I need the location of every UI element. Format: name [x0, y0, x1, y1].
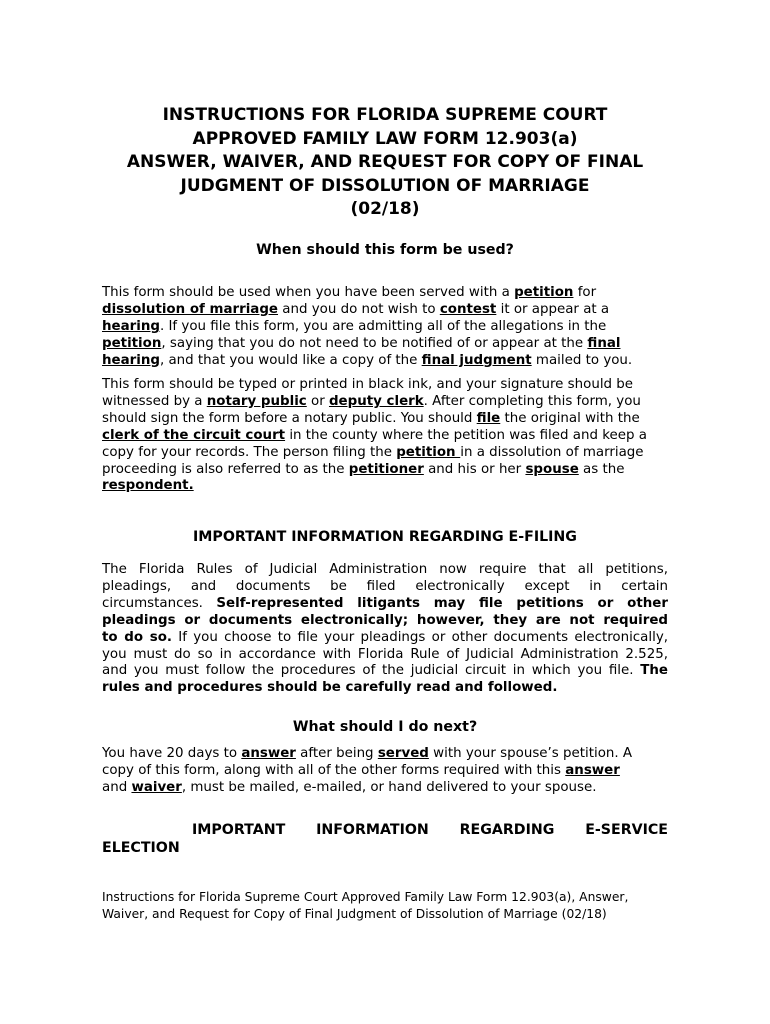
text-line: You have 20 days to answer after being served with your spouse’s petition. A: [102, 746, 633, 761]
text-line: and waiver, must be mailed, e-mailed, or hand delivered to your spouse.: [102, 779, 597, 795]
text-line: clerk of the circuit court in the county where the petition was filed and keep a: [102, 427, 647, 443]
text-line: rules and procedures should be carefully read and followed.: [102, 680, 558, 696]
text-line: [102, 478, 668, 495]
paragraph-when-used: [102, 285, 668, 370]
term-petition: petition: [514, 285, 574, 300]
term-deputy-clerk: deputy clerk: [328, 393, 424, 409]
text-line: dissolution of marriage and you do not wish to contest it or appear at a: [102, 301, 610, 317]
term-petitioner: petitioner: [348, 461, 424, 477]
term-petition: petition: [396, 444, 461, 460]
text-line: and you must follow the procedures of the judicial circuit in which you file. The: [102, 663, 668, 679]
term-petition: petition: [102, 335, 162, 351]
text-line: The Florida Rules of Judicial Administration now require that all petitions,: [102, 562, 668, 577]
heading-word: REGARDING: [459, 822, 555, 838]
title-line: JUDGMENT OF DISSOLUTION OF MARRIAGE: [180, 175, 590, 196]
term-final-judgment: final judgment: [421, 352, 532, 368]
term-clerk-of-circuit-court: clerk of the circuit court: [102, 427, 286, 443]
term-dissolution-of-marriage: dissolution of marriage: [102, 301, 279, 317]
heading-word: INFORMATION: [316, 822, 429, 838]
section-heading-e-service: [102, 821, 668, 857]
text-line: copy of this form, along with all of the other forms required with this answer: [102, 762, 620, 778]
text-line: This form should be used when you have been served with a petition for: [102, 285, 597, 300]
title-line: INSTRUCTIONS FOR FLORIDA SUPREME COURT: [162, 105, 608, 125]
term-file: file: [476, 410, 501, 426]
text-line: proceeding is also referred to as the petitioner and his or her spouse as the: [102, 461, 625, 477]
text-line: hearing, and that you would like a copy of the final judgment mailed to you.: [102, 352, 633, 368]
text-line: witnessed by a notary public or deputy clerk. After completing this form, you: [102, 393, 641, 409]
term-contest: contest: [439, 301, 497, 317]
term-waiver: waiver: [131, 779, 182, 795]
term-answer: answer: [565, 762, 620, 778]
paragraph-e-filing: [102, 562, 668, 697]
section-heading-when-used: When should this form be used?: [256, 242, 514, 258]
text-line: hearing. If you file this form, you are admitting all of the allegations in the: [102, 318, 607, 334]
footer-line: Instructions for Florida Supreme Court Approved Family Law Form 12.903(a), Answer,: [102, 890, 629, 904]
footer-line: Waiver, and Request for Copy of Final Judgment of Dissolution of Marriage (02/18): [102, 906, 607, 921]
heading-word: E-SERVICE: [585, 822, 668, 838]
text-line: petition, saying that you do not need to be notified of or appear at the final: [102, 335, 621, 351]
heading-word: ELECTION: [102, 840, 180, 856]
text-line: This form should be typed or printed in black ink, and your signature should be: [102, 377, 634, 392]
title-line: ANSWER, WAIVER, AND REQUEST FOR COPY OF FINAL: [126, 152, 644, 172]
text-line: to do so. If you choose to file your pleadings or other documents electronically,: [102, 629, 668, 645]
term-answer: answer: [241, 746, 296, 761]
title-line: APPROVED FAMILY LAW FORM 12.903(a): [192, 128, 578, 149]
paragraph-signing-and-filing: [102, 377, 668, 495]
text-line: circumstances. Self-represented litigants may file petitions or other: [102, 595, 668, 611]
text-line: you must do so in accordance with Florida Rule of Judicial Administration 2.525,: [102, 646, 668, 662]
term-hearing: hearing: [102, 318, 160, 334]
page-footer: [102, 889, 682, 922]
text-line: pleadings, and documents be filed electronically except in certain: [102, 578, 668, 594]
section-heading-what-next: What should I do next?: [292, 719, 478, 735]
text-line: copy for your records. The person filing the petition in a dissolution of marriage: [102, 444, 644, 460]
term-spouse: spouse: [525, 461, 579, 477]
term-respondent: respondent.: [102, 478, 194, 494]
text-line: should sign the form before a notary public. You should file the original with the: [102, 410, 640, 426]
text-line: pleadings or documents electronically; however, they are not required: [102, 612, 668, 628]
title-revision-date: (02/18): [350, 199, 420, 219]
heading-word: IMPORTANT: [192, 822, 286, 838]
term-final-hearing: final: [587, 335, 621, 351]
paragraph-what-next: [102, 746, 668, 797]
term-final-hearing: hearing: [102, 352, 160, 368]
section-heading-e-filing: IMPORTANT INFORMATION REGARDING E-FILING: [193, 529, 577, 545]
page-title: [60, 104, 710, 222]
term-notary-public: notary public: [206, 393, 307, 409]
heading-line: [102, 821, 668, 839]
term-served: served: [377, 746, 429, 761]
